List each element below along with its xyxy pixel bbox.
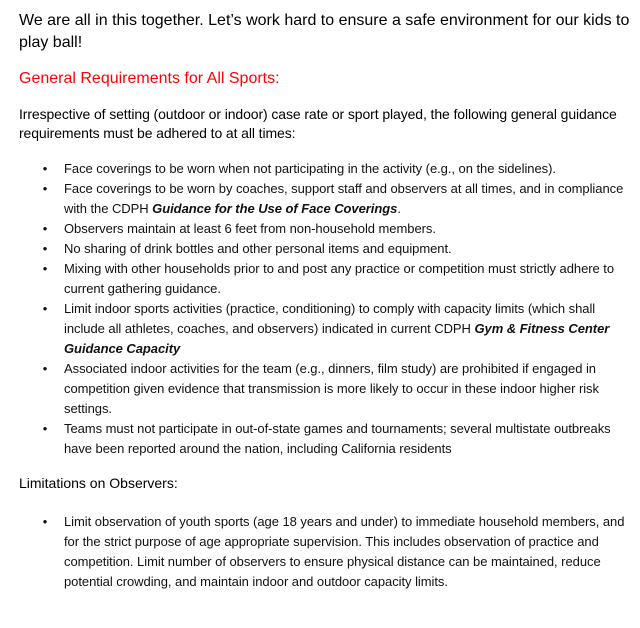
list-item-text: Observers maintain at least 6 feet from non-household members. [64, 221, 436, 236]
list-item [0, 359, 640, 419]
face-coverings-guidance-reference: Guidance for the Use of Face Coverings [152, 201, 398, 216]
list-item [0, 259, 640, 299]
list-item [0, 219, 640, 239]
list-item [0, 512, 640, 592]
bullet-icon: • [42, 301, 48, 316]
general-requirements-heading: General Requirements for All Sports: [19, 70, 280, 87]
list-item [0, 299, 640, 359]
bullet-icon: • [42, 261, 48, 276]
list-item [0, 159, 640, 179]
bullet-icon: • [42, 161, 48, 176]
list-item-text-after: . [397, 201, 401, 216]
list-item [0, 179, 640, 219]
list-item [0, 239, 640, 259]
list-item-text: Face coverings to be worn when not participating in the activity (e.g., on the sidelines). [64, 161, 556, 176]
bullet-icon: • [42, 221, 48, 236]
list-item-text: Associated indoor activities for the team (e.g., dinners, film study) are prohibited if engaged in competition given evidence that transmission is more likely to occur in these indoor higher risk settings. [64, 361, 599, 416]
bullet-icon: • [42, 514, 48, 529]
intro-text: We are all in this together. Let’s work hard to ensure a safe environment for our kids to play ball! [19, 12, 630, 51]
list-item [0, 419, 640, 459]
bullet-icon: • [42, 421, 48, 436]
gym-fitness-guidance-reference: Gym & Fitness Center Guidance Capacity [64, 321, 610, 356]
list-item-text: Teams must not participate in out-of-state games and tournaments; several multistate outbreaks have been reported around the nation, including California residents [64, 421, 611, 456]
observers-list [0, 512, 640, 592]
list-item-text: Limit observation of youth sports (age 18 years and under) to immediate household members, and for the strict purpose of age appropriate supervision. This includes observation of practice and competition. Limit number of observers to ensure physical distance can be maintained, reduce potential crowding, and maintain indoor and outdoor capacity limits. [64, 514, 625, 589]
list-item-text: Limit indoor sports activities (practice, conditioning) to comply with capacity limits (which shall include all athletes, coaches, and observers) indicated in current CDPH [64, 301, 596, 336]
bullet-icon: • [42, 241, 48, 256]
bullet-icon: • [42, 181, 48, 196]
general-requirements-lead: Irrespective of setting (outdoor or indoor) case rate or sport played, the following general guidance requirements must be adhered to at all times: [19, 106, 617, 141]
list-item-text: Mixing with other households prior to and post any practice or competition must strictly adhere to current gathering guidance. [64, 261, 615, 296]
general-requirements-list [0, 159, 640, 459]
list-item-text: Face coverings to be worn by coaches, support staff and observers at all times, and in compliance with the CDPH [64, 181, 624, 216]
bullet-icon: • [42, 361, 48, 376]
observers-heading: Limitations on Observers: [19, 475, 178, 491]
list-item-text: No sharing of drink bottles and other personal items and equipment. [64, 241, 452, 256]
